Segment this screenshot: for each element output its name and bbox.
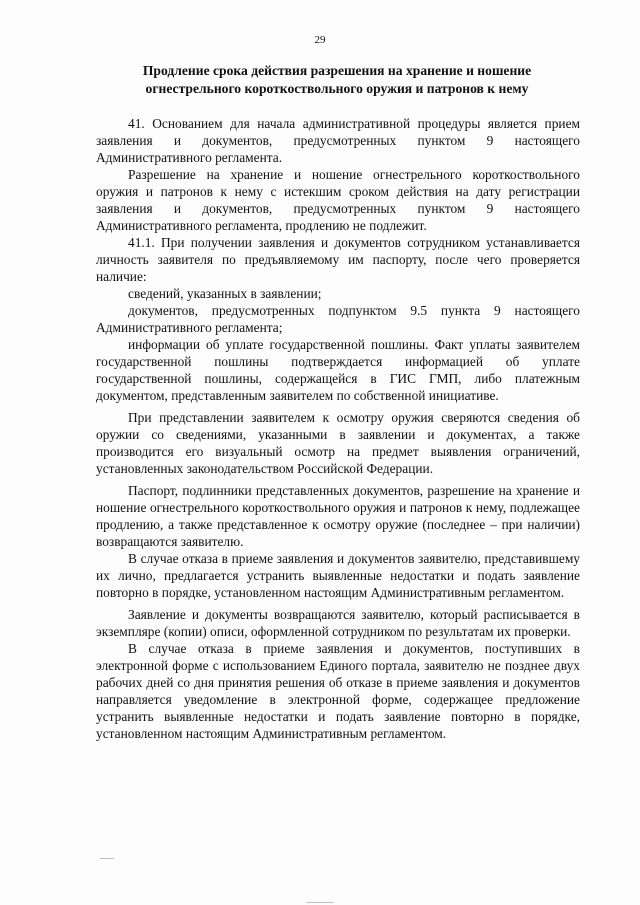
paragraph-refusal-in-person: В случае отказа в приеме заявления и документов заявителю, представившему их лично, предлагается устранить выявленные недостатки и подать заявление повторно в порядке, установленном настоящим Административным регламентом. [96,551,580,600]
page-number: 29 [314,34,326,46]
scan-speck [306,902,334,903]
paragraph-documents-returned: Заявление и документы возвращаются заявителю, который расписывается в экземпляре (копии) описи, оформленной сотрудником по результатам их проверки. [96,607,580,639]
paragraph-41-1: 41.1. При получении заявления и документов сотрудником устанавливается личность заявителя по предъявляемому им паспорту, после чего проверяется наличие: [96,235,580,284]
paragraph-permit-expired: Разрешение на хранение и ношение огнестрельного короткоствольного оружия и патронов к нему с истекшим сроком действия на дату регистрации заявления и документов, предусмотренных пунктом 9 настоящего Административного регламента, продлению не подлежит. [96,167,580,233]
paragraph-weapon-inspection: При представлении заявителем к осмотру оружия сверяются сведения об оружии со сведениями, указанными в заявлении и документах, а также производится его визуальный осмотр на предмет выявления ограничений, установленных законодательством Российской Федерации. [96,410,580,476]
paragraph-documents-check: документов, предусмотренных подпунктом 9.5 пункта 9 настоящего Административного регламента; [96,303,580,335]
scan-speck [100,858,114,859]
paragraph-info-check: сведений, указанных в заявлении; [128,286,322,301]
paragraph-refusal-electronic: В случае отказа в приеме заявления и документов, поступивших в электронной форме с использованием Единого портала, заявителю не позднее двух рабочих дней со дня принятия решения об отказе в приеме заявления и документов направляется уведомление в электронной форме, содержащее предложение устранить выявленные недостатки и подать заявление повторно в порядке, установленном настоящим Административным регламентом. [96,641,580,741]
paragraph-fee-check: информации об уплате государственной пошлины. Факт уплаты заявителем государственной пошлины подтверждается информацией об уплате государственной пошлины, содержащейся в ГИС ГМП, либо платежным документом, представленным заявителем по собственной инициативе. [96,337,580,403]
section-title: Продление срока действия разрешения на хранение и ношение огнестрельного короткоствольного оружия и патронов к нему [142,63,532,96]
paragraph-documents-return: Паспорт, подлинники представленных документов, разрешение на хранение и ношение огнестрельного короткоствольного оружия и патронов к нему, подлежащее продлению, а также представленное к осмотру оружие (последнее – при наличии) возвращаются заявителю. [96,483,580,549]
paragraph-41: 41. Основанием для начала административной процедуры является прием заявления и документов, предусмотренных пунктом 9 настоящего Административного регламента. [96,116,580,165]
document-body [96,115,580,742]
